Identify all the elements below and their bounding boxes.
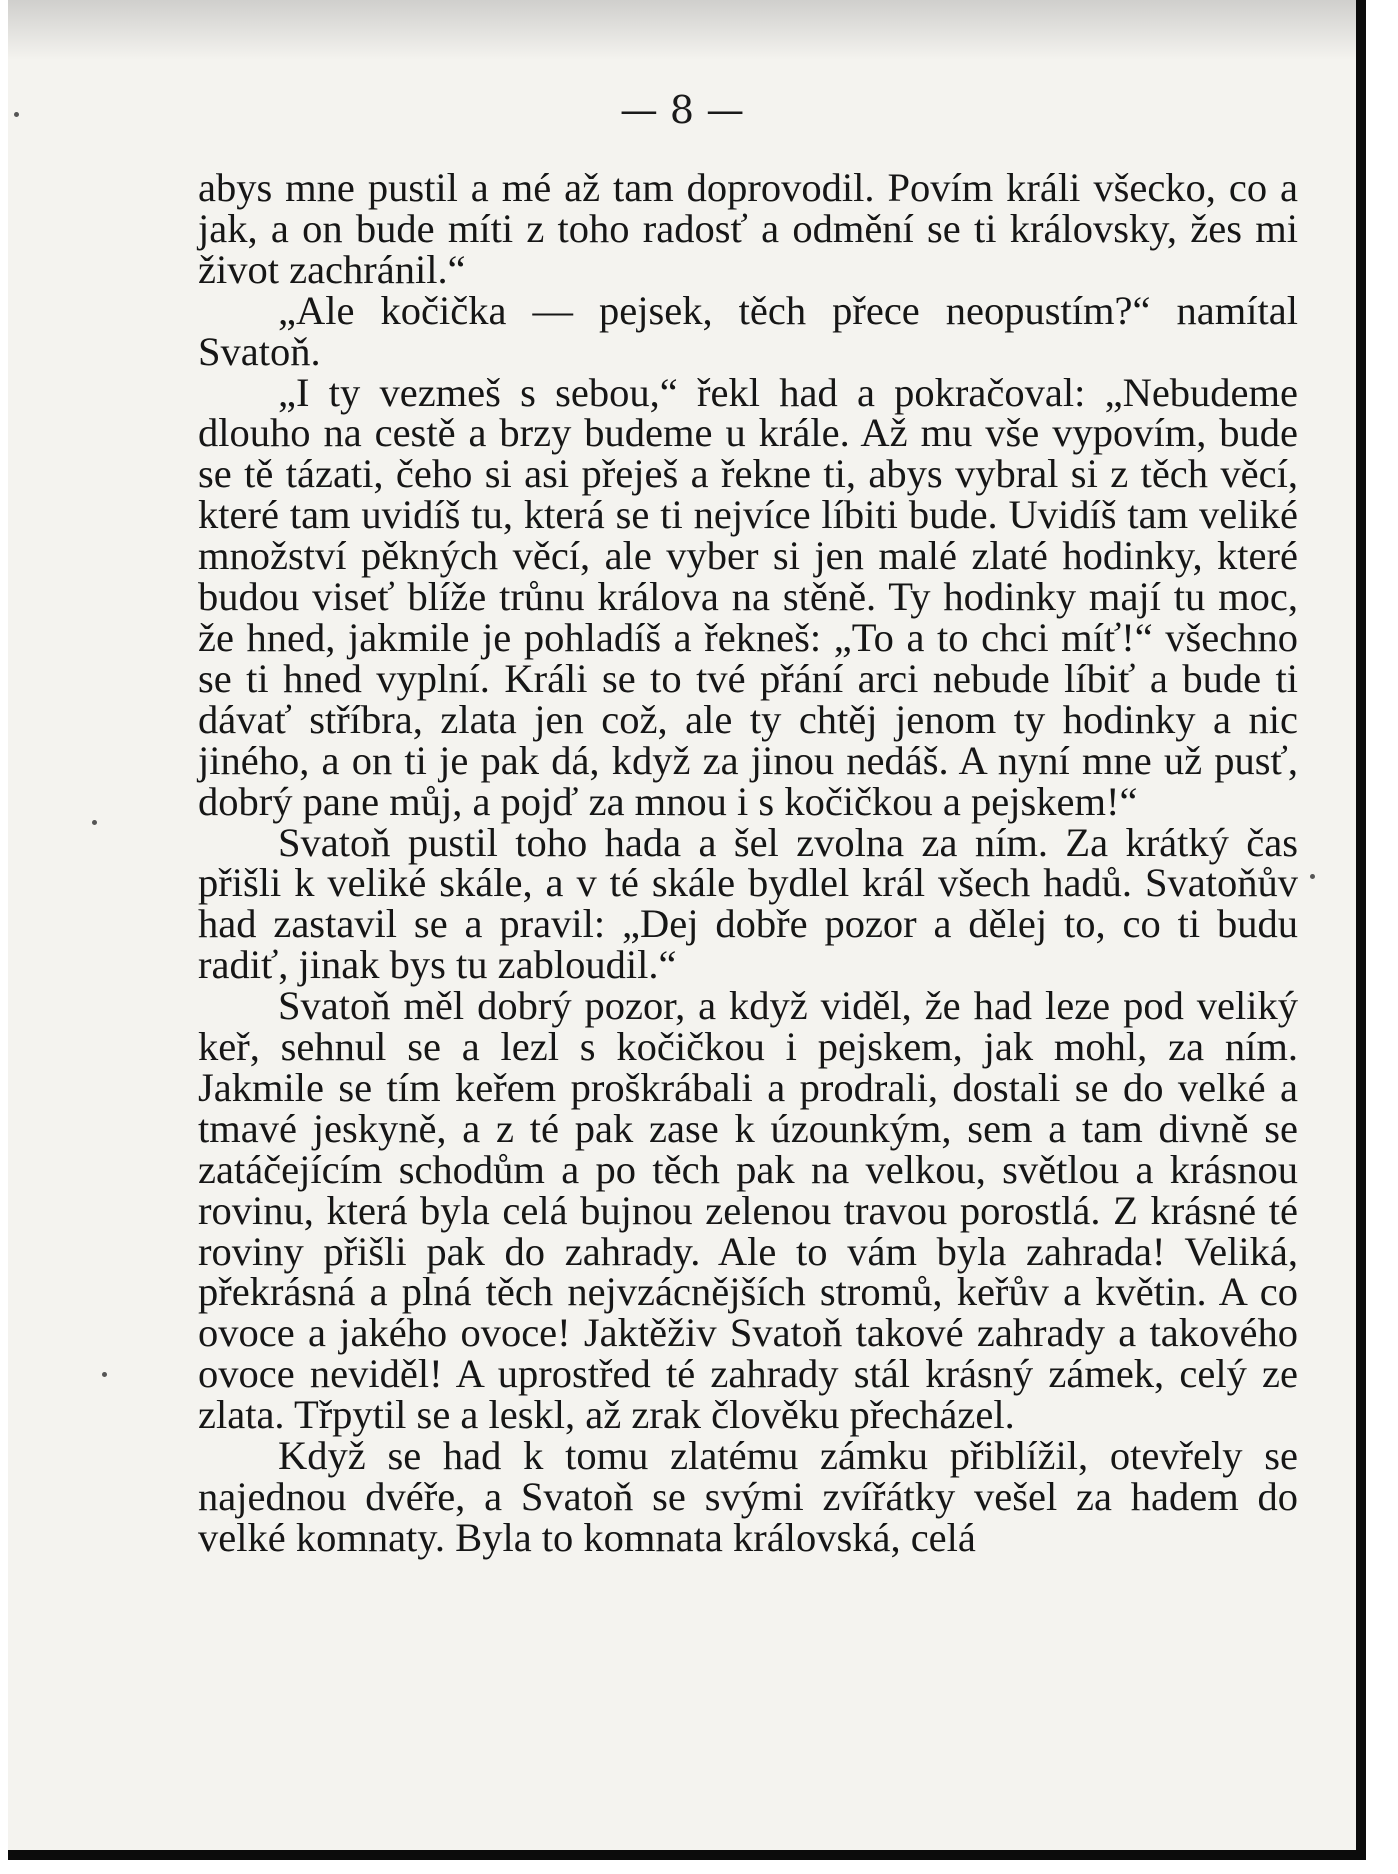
body-text	[198, 165, 1298, 1560]
scan-speck	[1310, 874, 1315, 879]
paragraph: abys mne pustil a mé až tam doprovodil. Povím králi všecko, co a jak, a on bude míti z toho radosť a odmění se ti královsky, žes mi život zachránil.“	[198, 165, 1298, 292]
scan-speck	[92, 820, 97, 825]
paragraph: Svatoň pustil toho hada a šel zvolna za ním. Za krátký čas přišli k veliké skále, a v té skále bydlel král všech hadů. Svatoňův had zastavil se a pravil: „Dej dobře pozor a dělej to, co ti budu radiť, jinak bys tu zabloudil.“	[198, 819, 1298, 988]
page-number: — 8 —	[619, 88, 745, 132]
paragraph: Svatoň měl dobrý pozor, a když viděl, že had leze pod veliký keř, sehnul se a lezl s kočičkou i pejskem, jak mohl, za ním. Jakmile se tím keřem proškrábali a prodrali, dostali se do velké a tmavé jeskyně, a z té pak zase k úzounkým, sem a tam divně se zatáčejícím schodům a po těch pak na velkou, světlou a krásnou rovinu, která byla celá bujnou zelenou travou porostlá. Z krásné té roviny přišli pak do zahrady. Ale to vám byla zahrada! Veliká, překrásná a plná těch nejvzácnějších stromů, keřův a květin. A co ovoce a jakého ovoce! Jaktěživ Svatoň takové zahrady a takového ovoce neviděl! A uprostřed té zahrady stál krásný zámek, celý ze zlata. Třpytil se a leskl, až zrak člověku přecházel.	[198, 983, 1298, 1438]
book-page	[8, 0, 1366, 1860]
scan-speck	[102, 1372, 107, 1377]
scan-shadow	[8, 0, 1356, 60]
paragraph: Když se had k tomu zlatému zámku přiblížil, otevřely se najednou dvéře, a Svatoň se svými zvířátky vešel za hadem do velké komnaty. Byla to komnata královská, celá	[198, 1433, 1298, 1560]
paragraph: „I ty vezmeš s sebou,“ řekl had a pokračoval: „Nebudeme dlouho na cestě a brzy budeme u krále. Až mu vše vypovím, bude se tě tázati, čeho si asi přeješ a řekne ti, abys vybral si z těch věcí, které tam uvidíš tu, která se ti nejvíce líbiti bude. Uvidíš tam veliké množství pěkných věcí, ale vyber si jen malé zlaté hodinky, které budou viseť blíže trůnu králova na stěně. Ty hodinky mají tu moc, že hned, jakmile je pohladíš a řekneš: „To a to chci míť!“ všechno se ti hned vyplní. Králi se to tvé přání arci nebude líbiť a bude ti dávať stříbra, zlata jen což, ale ty chtěj jenom ty hodinky a nic jiného, a on ti je pak dá, když za jinou nedáš. A nyní mne už pusť, dobrý pane můj, a pojď za mnou i s kočičkou a pejskem!“	[198, 369, 1298, 824]
paragraph: „Ale kočička — pejsek, těch přece neopustím?“ namítal Svatoň.	[198, 287, 1298, 374]
